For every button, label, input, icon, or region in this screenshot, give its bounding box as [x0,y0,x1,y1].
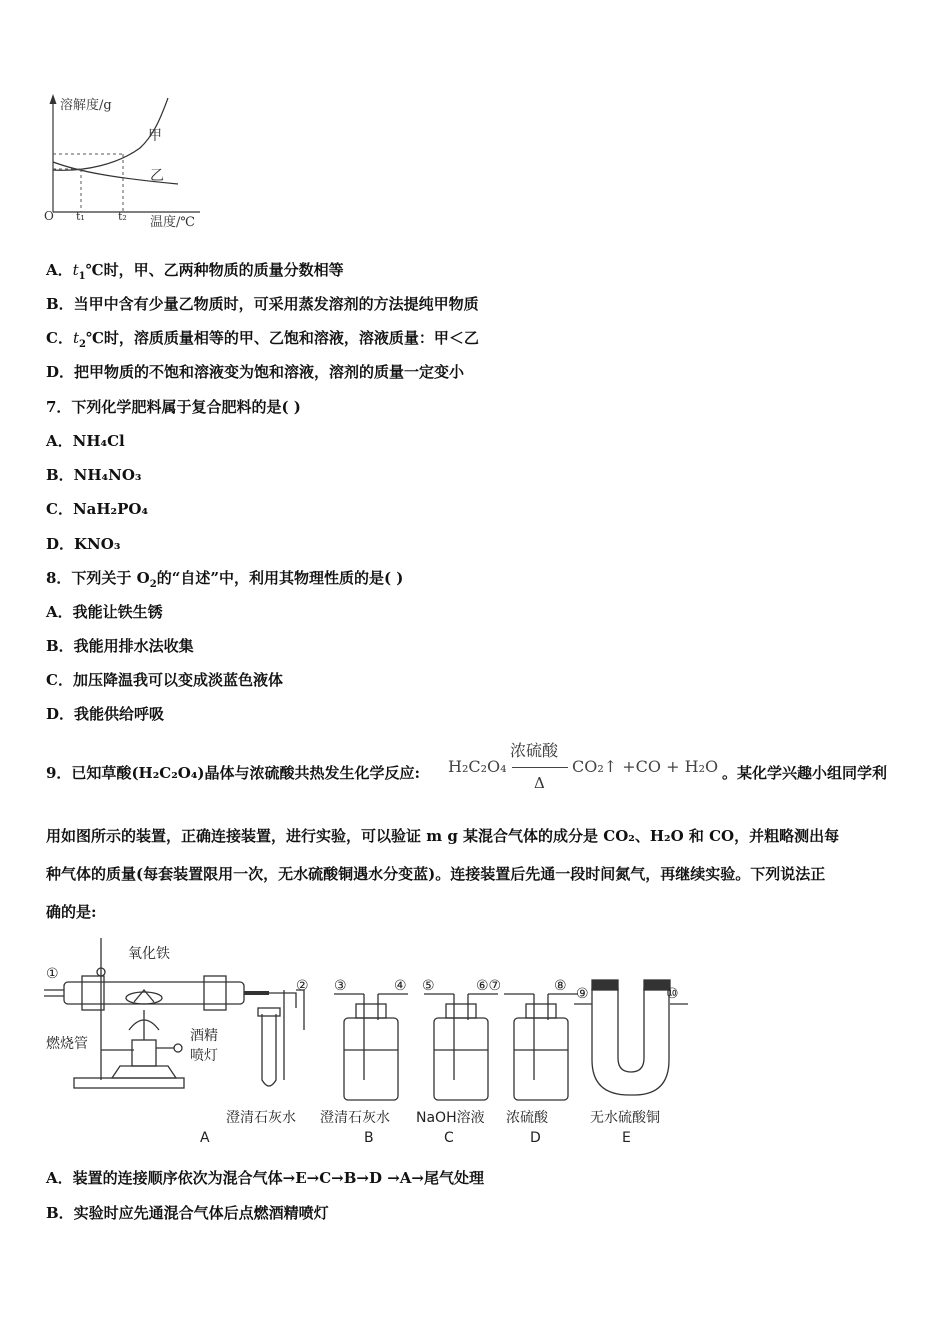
apparatus-test-tube [258,990,304,1086]
q7-option-b: B．NH₄NO₃ [46,466,142,484]
port-1: ① [46,966,59,982]
y-axis-arrow [50,94,57,104]
q9-option-b: B．实验时应先通混合气体后点燃酒精喷灯 [46,1204,329,1222]
q7-option-a: A．NH₄Cl [46,432,125,450]
q6-option-c: C．$t_2℃$时，溶质质量相等的甲、乙饱和溶液，溶液质量：甲＜乙 [46,329,479,350]
q7-stem: 7．下列化学肥料属于复合肥料的是( ) [46,398,301,416]
port-9: ⑨ [576,986,589,1002]
q7-option-c: C．NaH₂PO₄ [46,500,149,518]
series-yi-label: 乙 [150,168,164,184]
q9-stem-end: 。某化学兴趣小组同学利 [722,764,888,782]
q9-stem-start: 9．已知草酸(H₂C₂O₄)晶体与浓硫酸共热发生化学反应: [46,764,421,782]
reagent-e: 无水硫酸铜 [590,1110,660,1126]
lamp-label-2: 喷灯 [190,1048,218,1064]
letter-c: C [444,1130,454,1146]
combustion-tube-label: 燃烧管 [46,1036,88,1052]
port-10: ⑩ [666,986,679,1002]
port-5: ⑤ [422,978,435,994]
letter-a: A [200,1130,210,1146]
reagent-b: 澄清石灰水 [320,1110,390,1126]
q6-option-a: A．$t_1℃$时，甲、乙两种物质的质量分数相等 [46,261,344,282]
x-axis-label: 温度/℃ [150,215,195,230]
tick-t1: t₁ [76,210,85,223]
q8-option-c: C．加压降温我可以变成淡蓝色液体 [46,671,283,689]
apparatus-c [424,994,498,1100]
port-6-7: ⑥⑦ [476,978,502,994]
port-4: ④ [394,978,407,994]
q7-option-d: D．KNO₃ [46,535,121,553]
apparatus-b [334,994,408,1100]
port-2: ② [296,978,309,994]
solubility-chart [40,92,220,232]
equation-condition: 浓硫酸 [510,741,559,760]
reagent-a: 澄清石灰水 [226,1110,296,1126]
letter-b: B [364,1130,374,1146]
q8-stem: 8．下列关于 $O_2$的“自述”中，利用其物理性质的是( ) [46,569,404,590]
q8-option-a: A．我能让铁生锈 [46,603,163,621]
q9-stem-line3: 种气体的质量(每套装置限用一次，无水硫酸铜遇水分变蓝)。连接装置后先通一段时间氮气，再继续实验。下列说法正 [46,865,826,883]
lamp-label-1: 酒精 [190,1028,218,1044]
apparatus-d [504,994,578,1100]
letter-e: E [622,1130,631,1146]
apparatus-diagram [44,930,704,1150]
reagent-c: NaOH溶液 [416,1110,485,1126]
reagent-d: 浓硫酸 [506,1110,548,1126]
q9-option-a: A．装置的连接顺序依次为混合气体→E→C→B→D →A→尾气处理 [46,1169,484,1187]
equation-heat: Δ [534,774,545,792]
q6-option-d: D．把甲物质的不饱和溶液变为饱和溶液，溶剂的质量一定变小 [46,363,465,381]
iron-oxide-label: 氧化铁 [128,946,170,962]
origin-label: O [44,209,54,223]
q9-stem-line2: 用如图所示的装置，正确连接装置，进行实验，可以验证 m g 某混合气体的成分是 CO₂、H₂O 和 CO，并粗略测出每 [46,827,840,845]
letter-d: D [530,1130,541,1146]
q8-option-b: B．我能用排水法收集 [46,637,194,655]
series-jia-label: 甲 [148,128,162,144]
y-axis-label: 溶解度/g [60,98,112,113]
port-8: ⑧ [554,978,567,994]
q6-option-b: B．当甲中含有少量乙物质时，可采用蒸发溶剂的方法提纯甲物质 [46,295,479,313]
port-3: ③ [334,978,347,994]
equation-bar [512,767,568,768]
q8-option-d: D．我能供给呼吸 [46,705,165,723]
q9-stem-line4: 确的是: [46,903,97,921]
tick-t2: t₂ [118,210,127,223]
reaction-equation [440,738,730,796]
equation-products: CO₂↑ +CO + H₂O [572,757,719,776]
equation-reactant: H₂C₂O₄ [448,757,507,776]
